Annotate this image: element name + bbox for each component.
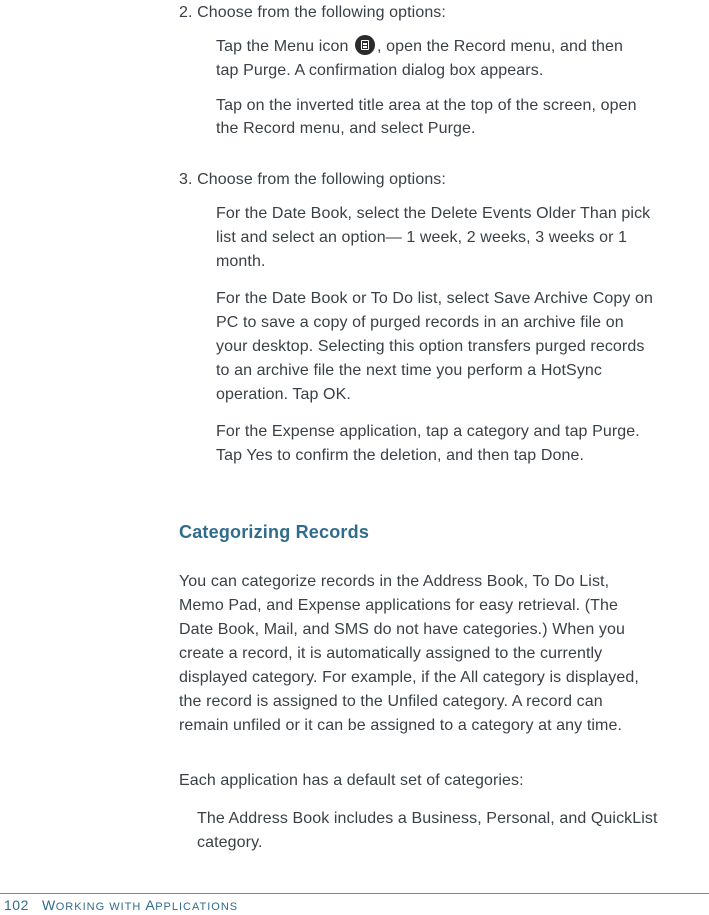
bullet1-line2: category. <box>197 834 263 851</box>
step2-option2-line2: the Record menu, and select Purge. <box>216 120 476 137</box>
chapter-title <box>42 897 238 913</box>
step3-option2-line2: PC to save a copy of purged records in an archive file on <box>216 314 624 331</box>
para1-line6: the record is assigned to the Unfiled category. A record can <box>179 693 603 710</box>
page-footer <box>4 897 238 913</box>
step3-option2-line4: to an archive file the next time you perform a HotSync <box>216 362 603 379</box>
step3-option1-line1: For the Date Book, select the Delete Events Older Than pick <box>216 205 651 222</box>
menu-icon <box>355 35 375 55</box>
para1-line5: displayed category. For example, if the All category is displayed, <box>179 669 639 686</box>
chapter-part1: ORKING WITH <box>55 901 146 913</box>
para1-line1: You can categorize records in the Address Book, To Do List, <box>179 573 610 590</box>
step3-intro: 3. Choose from the following options: <box>179 171 446 188</box>
chapter-part2: PPLICATIONS <box>155 901 239 913</box>
chapter-initial-w: W <box>42 897 56 913</box>
step3-option3-line1: For the Expense application, tap a category and tap Purge. <box>216 423 640 440</box>
step2-option1-line1 <box>216 35 623 58</box>
step2-option1-pre: Tap the Menu icon <box>216 38 349 55</box>
footer-rule <box>0 893 709 894</box>
page-number: 102 <box>4 897 29 913</box>
para2: Each application has a default set of categories: <box>179 772 524 789</box>
step2-option1-post: , open the Record menu, and then <box>377 38 624 55</box>
step2-option2-line1: Tap on the inverted title area at the top of the screen, open <box>216 97 637 114</box>
para1-line2: Memo Pad, and Expense applications for easy retrieval. (The <box>179 597 619 614</box>
para1-line7: remain unfiled or it can be assigned to a category at any time. <box>179 717 622 734</box>
section-heading: Categorizing Records <box>179 522 370 542</box>
chapter-initial-a: A <box>145 897 156 913</box>
para1-line3: Date Book, Mail, and SMS do not have categories.) When you <box>179 621 626 638</box>
bullet1-line1: The Address Book includes a Business, Personal, and QuickList <box>197 810 658 827</box>
step3-option1-line3: month. <box>216 253 266 270</box>
para1-line4: create a record, it is automatically assigned to the currently <box>179 645 603 662</box>
step3-option2-line3: your desktop. Selecting this option transfers purged records <box>216 338 645 355</box>
step3-option2-line1: For the Date Book or To Do list, select Save Archive Copy on <box>216 290 654 307</box>
step2-option1-line2: tap Purge. A confirmation dialog box appears. <box>216 62 544 79</box>
step3-option3-line2: Tap Yes to confirm the deletion, and then tap Done. <box>216 447 585 464</box>
step2-intro: 2. Choose from the following options: <box>179 4 446 21</box>
step3-option2-line5: operation. Tap OK. <box>216 386 351 403</box>
step3-option1-line2: list and select an option— 1 week, 2 weeks, 3 weeks or 1 <box>216 229 628 246</box>
